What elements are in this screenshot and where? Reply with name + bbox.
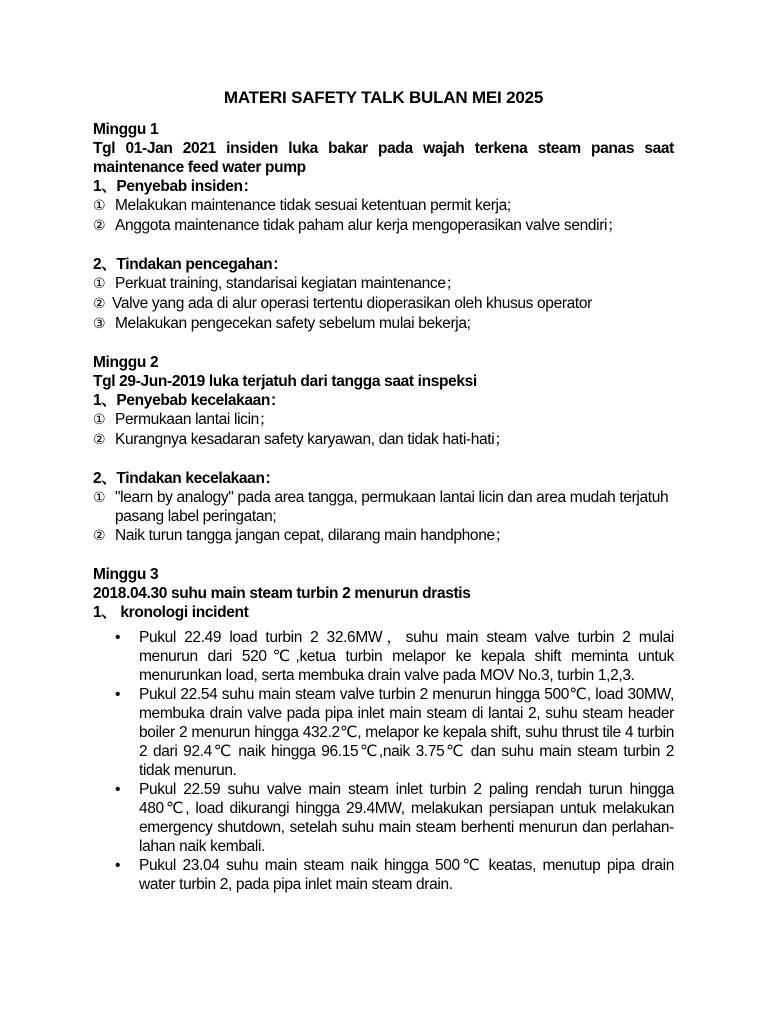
week-3-section	[93, 565, 674, 894]
week-2-headline: Tgl 29-Jun-2019 luka terjatuh dari tangga saat inspeksi	[93, 373, 477, 390]
spacer	[93, 546, 674, 565]
item-text: Permukaan lantai licin；	[115, 411, 275, 428]
week-2-label: Minggu 2	[93, 354, 159, 371]
item-number: ①	[93, 490, 106, 506]
list-item-text: Pukul 23.04 suhu main steam naik hingga 500℃ keatas, menutup pipa drain water turbin 2, pada pipa inlet main steam drain.	[139, 857, 674, 893]
week-1-headline: Tgl 01-Jan 2021 insiden luka bakar pada wajah terkena steam panas saat maintenance feed water pump	[93, 140, 674, 176]
list-item-text: Pukul 22.59 suhu valve main steam inlet turbin 2 paling rendah turun hingga 480℃, load dikurangi hingga 29.4MW, melakukan persiapan untuk melakukan emergency shutdown, setelah suhu main steam berhenti menurun dan perlahan-lahan naik kembali.	[139, 781, 674, 855]
list-item	[93, 685, 674, 780]
item-number: ②	[93, 432, 106, 448]
week-2-action-heading: 2、Tindakan kecelakaan：	[93, 470, 280, 487]
item-text: Naik turun tangga jangan cepat, dilarang main handphone；	[115, 527, 510, 544]
bullet-icon: •	[115, 686, 121, 703]
week-2-cause-heading: 1、Penyebab kecelakaan：	[93, 392, 286, 409]
week-2-action-item	[93, 488, 674, 526]
week-2-section	[93, 353, 674, 546]
list-item	[93, 780, 674, 856]
spacer	[93, 450, 674, 469]
spacer	[93, 236, 674, 255]
week-3-headline: 2018.04.30 suhu main steam turbin 2 menurun drastis	[93, 585, 471, 602]
list-item	[93, 628, 674, 685]
item-number: ①	[93, 412, 106, 428]
list-item-text: Pukul 22.49 load turbin 2 32.6MW，suhu main steam valve turbin 2 mulai menurun dari 520℃,ketua turbin melapor ke kepala shift meminta untuk menurunkan load, serta membuka drain valve pada MOV No.3, turbin 1,2,3.	[139, 629, 674, 684]
list-item	[93, 856, 674, 894]
week-1-cause-item	[93, 216, 674, 236]
item-number: ①	[93, 198, 106, 214]
list-item-text: Pukul 22.54 suhu main steam valve turbin 2 menurun hingga 500℃, load 30MW, membuka drain valve pada pipa inlet main steam di lantai 2, suhu steam header boiler 2 menurun hingga 432.2℃, melapor ke kepala shift, suhu thrust tile 4 turbin 2 dari 92.4℃ naik hingga 96.15℃,naik 3.75℃ dan suhu main steam turbin 2 tidak menurun.	[139, 686, 674, 779]
item-text: Melakukan pengecekan safety sebelum mulai bekerja;	[115, 315, 471, 332]
item-number: ①	[93, 276, 106, 292]
item-text: Perkuat training, standarisai kegiatan maintenance；	[115, 275, 461, 292]
week-1-cause-item	[93, 196, 674, 216]
week-3-chronology-heading: 1、 kronologi incident	[93, 604, 249, 621]
week-2-action-item	[93, 526, 674, 546]
week-1-prevention-item	[93, 294, 674, 314]
week-3-label: Minggu 3	[93, 566, 159, 583]
week-2-cause-item	[93, 430, 674, 450]
week-1-label: Minggu 1	[93, 121, 159, 138]
item-number: ②	[93, 218, 106, 234]
item-number: ②	[93, 528, 106, 544]
bullet-icon: •	[115, 857, 121, 874]
week-1-section	[93, 120, 674, 334]
week-1-cause-heading: 1、Penyebab insiden：	[93, 178, 258, 195]
document-title: MATERI SAFETY TALK BULAN MEI 2025	[223, 88, 544, 107]
week-1-prevention-item	[93, 314, 674, 334]
item-number: ②	[93, 296, 106, 312]
bullet-icon: •	[115, 629, 121, 646]
document-page	[93, 88, 674, 894]
item-text: Valve yang ada di alur operasi tertentu dioperasikan oleh khusus operator	[112, 295, 592, 312]
item-number: ③	[93, 316, 106, 332]
item-text: Melakukan maintenance tidak sesuai ketentuan permit kerja;	[115, 197, 511, 214]
week-1-prevention-item	[93, 274, 674, 294]
chronology-list	[93, 628, 674, 894]
item-text: Anggota maintenance tidak paham alur kerja mengoperasikan valve sendiri；	[115, 217, 623, 234]
week-1-prevention-heading: 2、Tindakan pencegahan：	[93, 256, 288, 273]
week-2-cause-item	[93, 410, 674, 430]
item-text: "learn by analogy" pada area tangga, permukaan lantai licin dan area mudah terjatuh pasang label peringatan;	[115, 489, 669, 525]
spacer	[93, 334, 674, 353]
bullet-icon: •	[115, 781, 121, 798]
item-text: Kurangnya kesadaran safety karyawan, dan tidak hati-hati；	[115, 431, 510, 448]
